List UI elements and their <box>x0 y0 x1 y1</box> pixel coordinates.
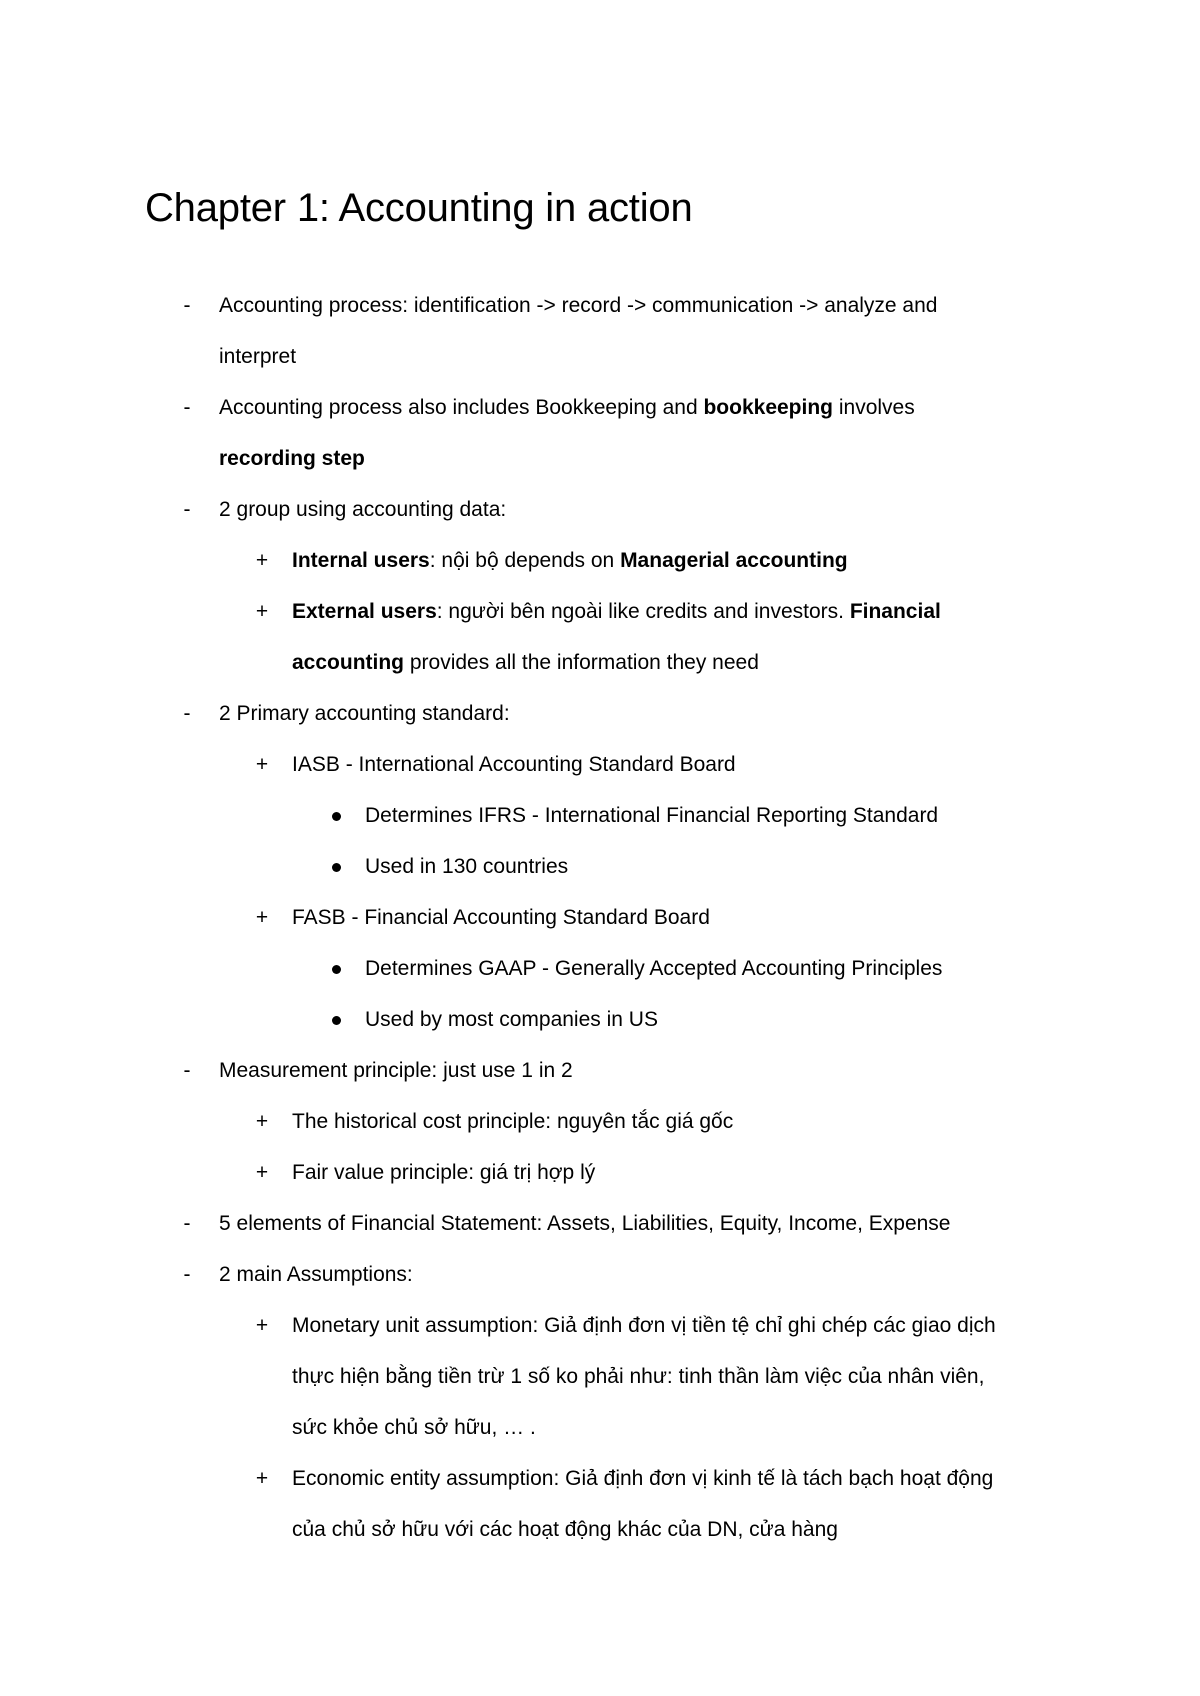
plus-marker: + <box>255 1161 269 1184</box>
sub-item-text: FASB - Financial Accounting Standard Board <box>292 906 710 929</box>
plus-marker: + <box>255 753 269 776</box>
dash-marker: - <box>183 1059 191 1082</box>
bullet-icon <box>332 965 341 974</box>
list-item-text: interpret <box>219 345 297 368</box>
bullet-icon <box>332 812 341 821</box>
plus-marker: + <box>255 1467 269 1490</box>
dash-marker: - <box>183 498 191 521</box>
sub-item-text <box>292 548 848 574</box>
bullet-icon <box>332 1016 341 1025</box>
bullet-item-text: Used in 130 countries <box>365 855 569 878</box>
list-item-text <box>219 446 365 472</box>
plus-marker: + <box>255 549 269 572</box>
bullet-icon <box>332 863 341 872</box>
list-item-text: 2 group using accounting data: <box>219 498 507 521</box>
sub-item-text: của chủ sở hữu với các hoạt động khác của DN, cửa hàng <box>292 1518 838 1541</box>
sub-item-text: Economic entity assumption: Giả định đơn vị kinh tế là tách bạch hoạt động <box>292 1467 994 1490</box>
sub-item-text: Monetary unit assumption: Giả định đơn vị tiền tệ chỉ ghi chép các giao dịch <box>292 1314 996 1337</box>
list-item-text: 5 elements of Financial Statement: Assets, Liabilities, Equity, Income, Expense <box>219 1212 951 1235</box>
bold-term: bookkeeping <box>703 396 834 419</box>
sub-item-text: Fair value principle: giá trị hợp lý <box>292 1161 596 1184</box>
dash-marker: - <box>183 1212 191 1235</box>
text-run: : người bên ngoài like credits and investors. <box>436 600 850 623</box>
dash-marker: - <box>183 702 191 725</box>
list-item-text: Measurement principle: just use 1 in 2 <box>219 1059 573 1082</box>
plus-marker: + <box>255 600 269 623</box>
bold-term: External users <box>292 600 437 623</box>
bold-term: Internal users <box>292 549 430 572</box>
plus-marker: + <box>255 1314 269 1337</box>
list-item-text: 2 Primary accounting standard: <box>219 702 510 725</box>
plus-marker: + <box>255 906 269 929</box>
sub-item-text: sức khỏe chủ sở hữu, … . <box>292 1416 536 1439</box>
sub-item-text: IASB - International Accounting Standard Board <box>292 753 736 776</box>
dash-marker: - <box>183 294 191 317</box>
bold-term: Managerial accounting <box>620 549 848 572</box>
page-title: Chapter 1: Accounting in action <box>145 186 693 230</box>
list-item-text: Accounting process: identification -> record -> communication -> analyze and <box>219 294 938 317</box>
plus-marker: + <box>255 1110 269 1133</box>
bold-term: Financial <box>849 600 941 623</box>
sub-item-text <box>292 599 941 625</box>
sub-item-text: thực hiện bằng tiền trừ 1 số ko phải như: tinh thần làm việc của nhân viên, <box>292 1365 985 1388</box>
dash-marker: - <box>183 396 191 419</box>
list-item-text <box>219 395 915 421</box>
bold-term: recording step <box>219 447 365 470</box>
sub-item-text: The historical cost principle: nguyên tắc giá gốc <box>292 1110 734 1133</box>
bold-term: accounting <box>292 651 405 674</box>
text-run: provides all the information they need <box>404 651 759 674</box>
text-run: involves <box>833 396 915 419</box>
bullet-item-text: Determines GAAP - Generally Accepted Accounting Principles <box>365 957 943 980</box>
dash-marker: - <box>183 1263 191 1286</box>
text-run: Accounting process also includes Bookkeeping and <box>219 396 704 419</box>
bullet-item-text: Determines IFRS - International Financial Reporting Standard <box>365 804 939 827</box>
text-run: : nội bộ depends on <box>429 549 621 572</box>
sub-item-text <box>292 650 759 676</box>
list-item-text: 2 main Assumptions: <box>219 1263 413 1286</box>
bullet-item-text: Used by most companies in US <box>365 1008 658 1031</box>
